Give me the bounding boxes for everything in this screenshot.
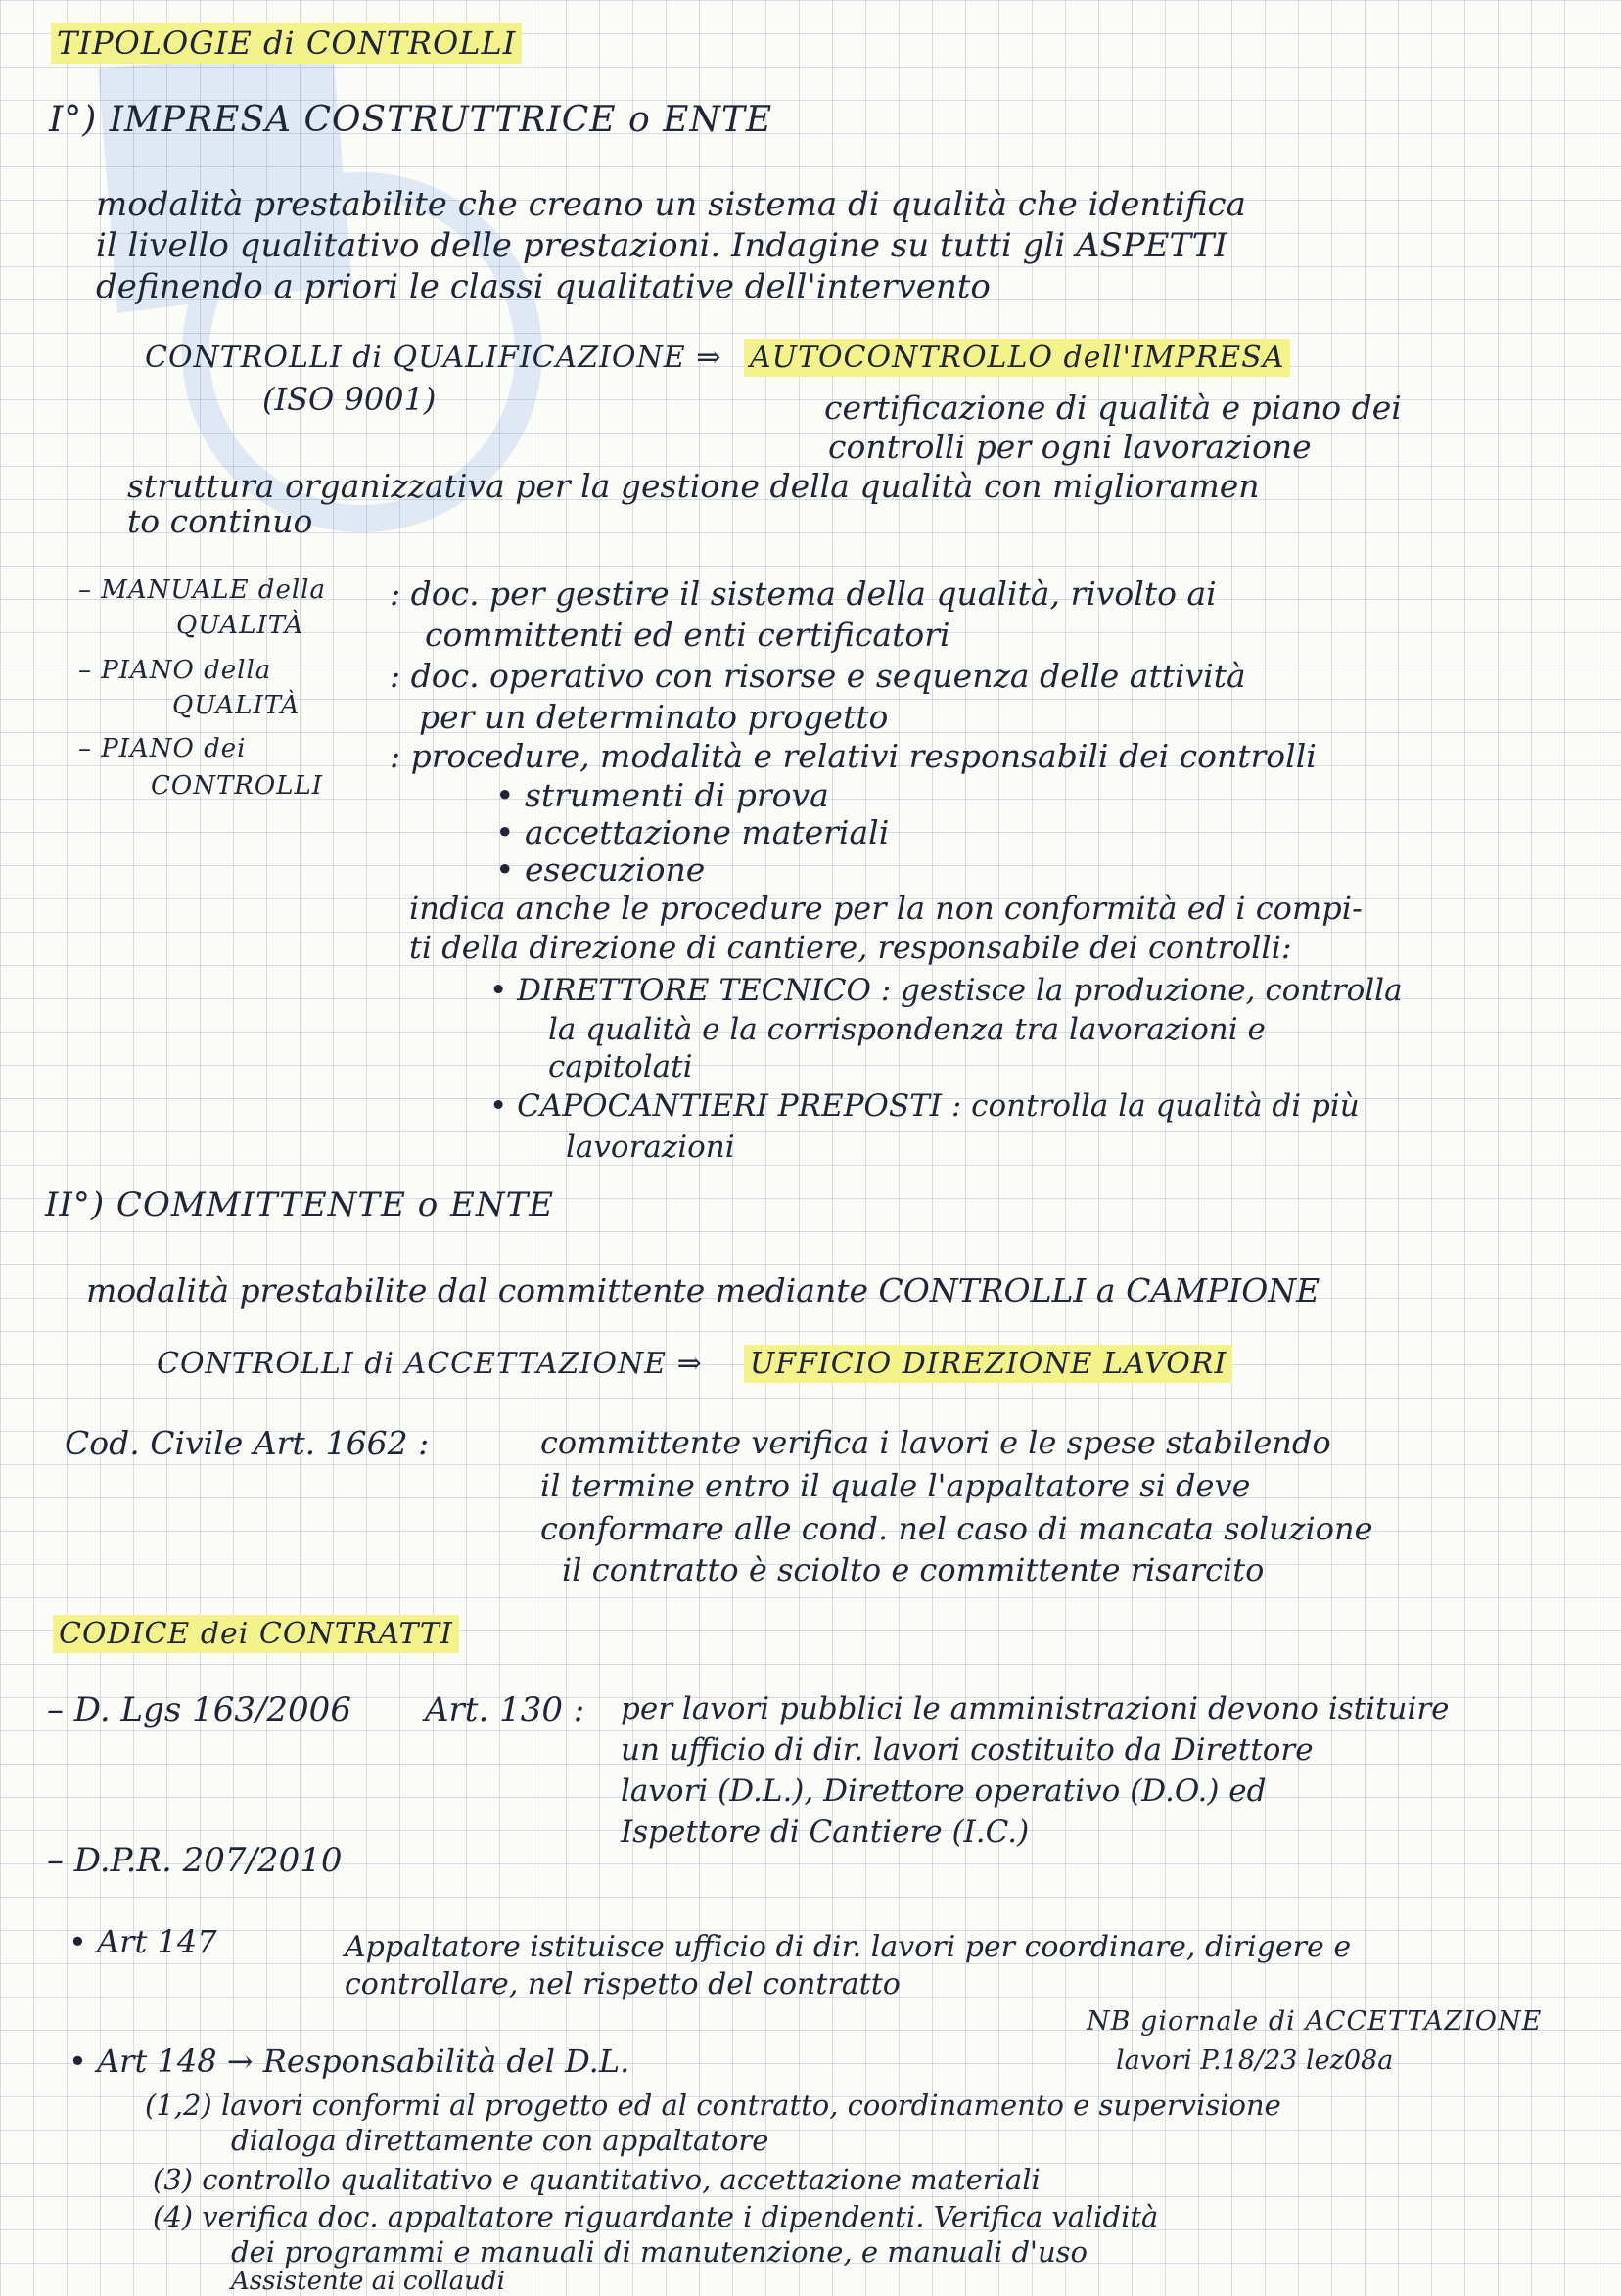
quality-plan-term: QUALITÀ: [172, 691, 301, 720]
quality-plan-definition: per un determinato progetto: [419, 698, 889, 736]
bullet-item: • esecuzione: [495, 850, 706, 889]
technical-director-line: • DIRETTORE TECNICO : gestisce la produzione, controlla: [489, 973, 1403, 1008]
indicates-line: ti della direzione di cantiere, responsabile dei controlli:: [409, 929, 1292, 966]
indicates-line: indica anche le procedure per la non conformità ed i compi-: [409, 890, 1363, 927]
civil-code-label: Cod. Civile Art. 1662 :: [65, 1424, 430, 1462]
dpr-label: – D.P.R. 207/2010: [47, 1841, 343, 1880]
s1-paragraph-line: modalità prestabilite che creano un sistema di qualità che identifica: [96, 185, 1246, 224]
dlgs-line: un ufficio di dir. lavori costituito da Direttore: [621, 1732, 1314, 1768]
certification-line: certificazione di qualità e piano dei: [824, 389, 1402, 427]
s2-paragraph-line: modalità prestabilite dal committente mediante CONTROLLI a CAMPIONE: [86, 1271, 1320, 1309]
dlgs-label: – D. Lgs 163/2006: [47, 1690, 351, 1729]
civil-code-line: committente verifica i lavori e le spese stabilendo: [540, 1424, 1331, 1461]
civil-code-line: conformare alle cond. nel caso di mancata soluzione: [540, 1510, 1373, 1547]
technical-director-line: capitolati: [548, 1049, 693, 1084]
iso-label: (ISO 9001): [262, 381, 437, 418]
art148-line: (4) verifica doc. appaltatore riguardante i dipendenti. Verifica validità: [153, 2200, 1159, 2233]
s1-paragraph-line: il livello qualitativo delle prestazioni. Indagine su tutti gli ASPETTI: [96, 226, 1227, 265]
certification-line: controlli per ogni lavorazione: [828, 428, 1312, 466]
art148-line: dialoga direttamente con appaltatore: [231, 2124, 769, 2157]
art147-label: • Art 147: [69, 1923, 217, 1960]
civil-code-line: il termine entro il quale l'appaltatore si deve: [540, 1467, 1251, 1504]
manual-definition: committenti ed enti certificatori: [425, 616, 950, 654]
section-2-heading: II°) COMMITTENTE o ENTE: [45, 1185, 555, 1224]
structure-line: to continuo: [127, 502, 313, 540]
civil-code-line: il contratto è sciolto e committente risarcito: [562, 1551, 1265, 1588]
qualification-controls: CONTROLLI di QUALIFICAZIONE ⇒: [145, 341, 722, 375]
s1-paragraph-line: definendo a priori le classi qualitative dell'intervento: [96, 267, 991, 306]
acceptance-controls: CONTROLLI di ACCETTAZIONE ⇒: [157, 1347, 703, 1381]
art147-line: controllare, nel rispetto del contratto: [345, 1967, 901, 2001]
section-1-heading: I°) IMPRESA COSTRUTTRICE o ENTE: [49, 100, 773, 140]
self-control-highlight: AUTOCONTROLLO dell'IMPRESA: [744, 343, 1290, 374]
art148-line: Assistente ai collaudi: [231, 2267, 505, 2296]
quality-plan-definition: : doc. operativo con risorse e sequenza delle attività: [390, 657, 1246, 695]
dlgs-line: Ispettore di Cantiere (I.C.): [621, 1814, 1030, 1850]
art148-line: dei programmi e manuali di manutenzione, e manuali d'uso: [231, 2235, 1088, 2269]
control-plan-definition: : procedure, modalità e relativi responsabili dei controlli: [390, 737, 1317, 775]
section-3-heading: CODICE dei CONTRATTI: [53, 1619, 459, 1650]
quality-plan-term: – PIANO della: [78, 656, 272, 685]
site-managers-line: • CAPOCANTIERI PREPOSTI : controlla la qualità di più: [489, 1088, 1360, 1124]
dlgs-line: lavori (D.L.), Direttore operativo (D.O.) ed: [621, 1773, 1267, 1809]
control-plan-term: – PIANO dei: [78, 734, 247, 763]
manual-term: QUALITÀ: [176, 611, 304, 640]
art147-line: Appaltatore istituisce ufficio di dir. lavori per coordinare, dirigere e: [345, 1930, 1352, 1964]
structure-line: struttura organizzativa per la gestione della qualità con miglioramen: [127, 467, 1260, 505]
dlgs-line: per lavori pubblici le amministrazioni devono istituire: [621, 1691, 1450, 1726]
art148-line: (1,2) lavori conformi al progetto ed al contratto, coordinamento e supervisione: [145, 2089, 1281, 2122]
bullet-item: • accettazione materiali: [495, 813, 890, 851]
art148-label: • Art 148 → Responsabilità del D.L.: [69, 2043, 630, 2080]
manual-definition: : doc. per gestire il sistema della qualità, rivolto ai: [390, 574, 1217, 613]
bullet-item: • strumenti di prova: [495, 776, 829, 814]
dlgs-article: Art. 130 :: [425, 1690, 585, 1729]
art148-line: (3) controllo qualitativo e quantitativo, accettazione materiali: [153, 2163, 1041, 2196]
manual-term: – MANUALE della: [78, 575, 326, 605]
site-managers-line: lavorazioni: [566, 1129, 735, 1165]
control-plan-term: CONTROLLI: [151, 771, 323, 801]
nb-note: NB giornale di ACCETTAZIONE: [1087, 2006, 1543, 2037]
works-direction-highlight: UFFICIO DIREZIONE LAVORI: [744, 1349, 1232, 1380]
technical-director-line: la qualità e la corrispondenza tra lavorazioni e: [548, 1012, 1266, 1047]
nb-note: lavori P.18/23 lez08a: [1116, 2045, 1394, 2076]
page-title: TIPOLOGIE di CONTROLLI: [51, 27, 522, 61]
